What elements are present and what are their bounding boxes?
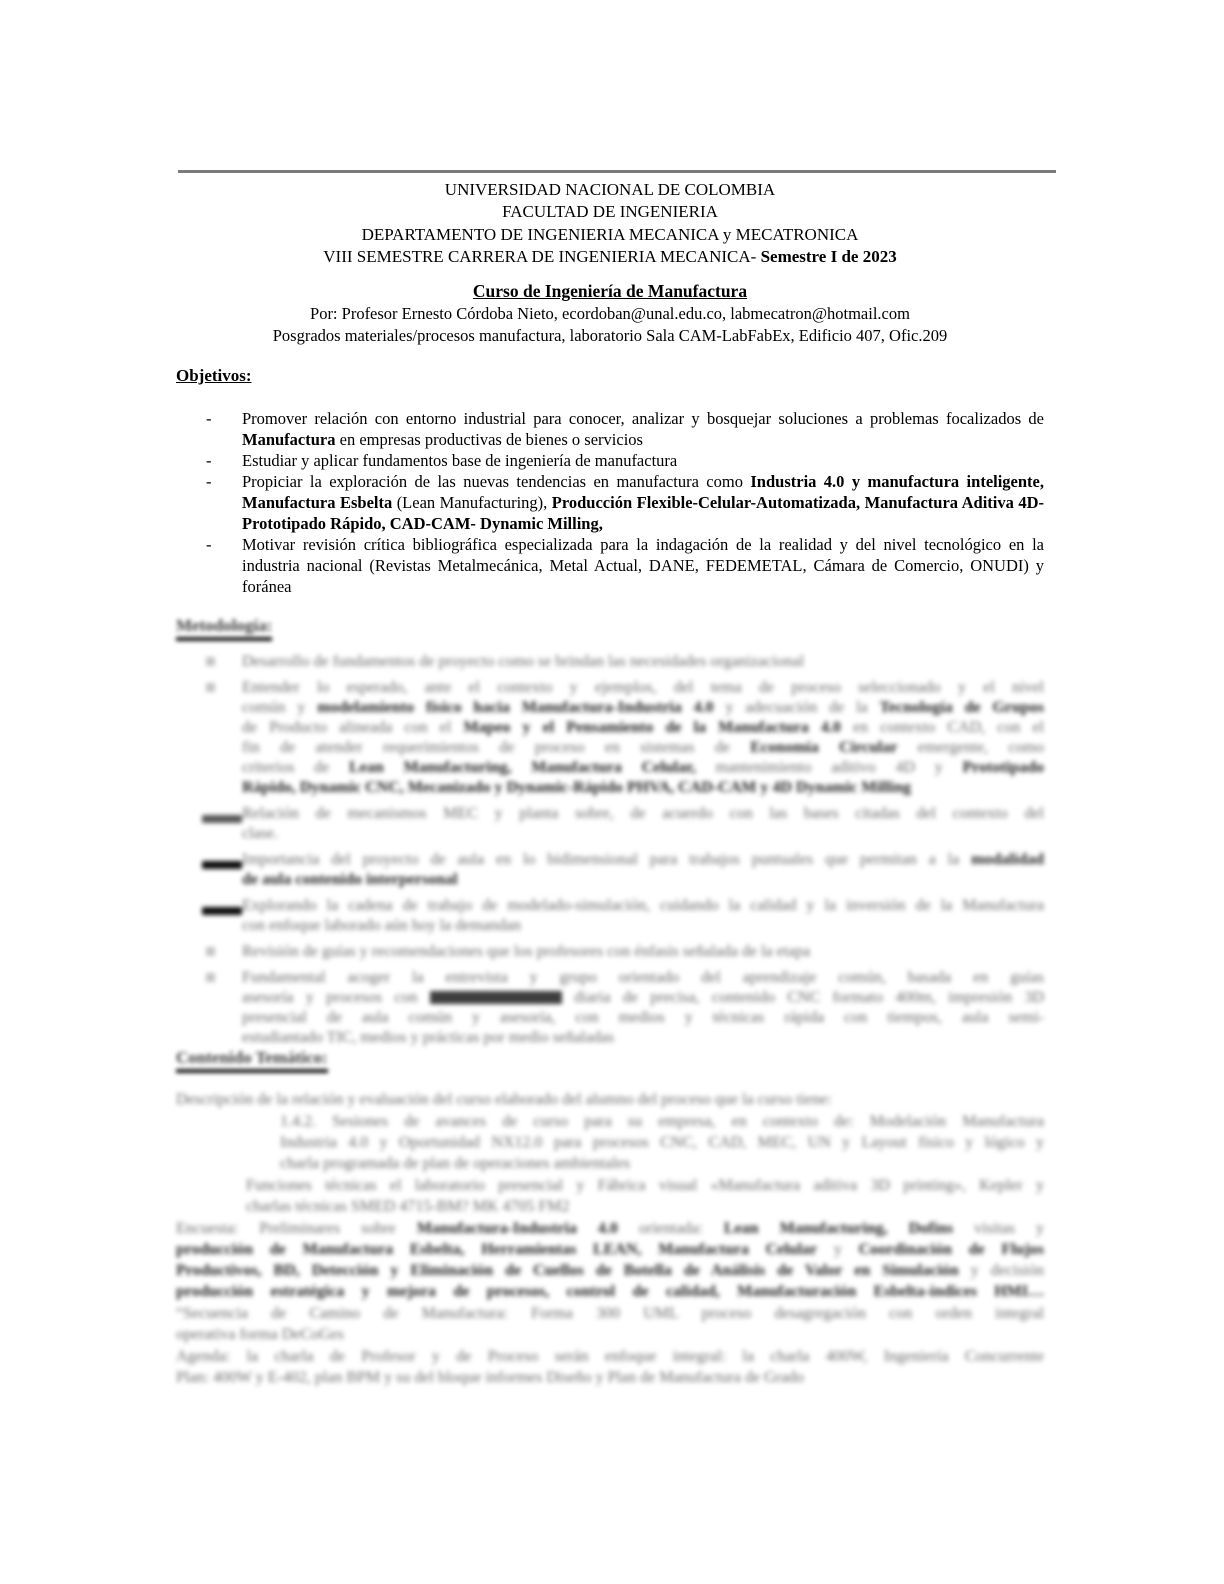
text-segment: Revisión de guías y recomendaciones que los profesores con énfasis señalada de la etapa [242,943,811,960]
text-segment: Funciones técnicas el laboratorio presencial y Fábrica visual «Manufactura aditiva 3D printing», Kepler y [246,1177,1044,1194]
text-segment: producción de Manufactura Esbelta, Herramientas LEAN, Manufactura Celular [176,1241,818,1258]
text-segment: “Secuencia de Camino de Manufactura: Forma 300 UML proceso desagregación con orden integral [176,1305,1044,1322]
text-segment: de Producto alineada con el [242,719,464,736]
text-segment: Promover relación con entorno industrial para conocer, analizar y bosquejar soluciones a problemas focalizados de [242,409,1044,428]
blurred-section-2-heading-wrap [176,1048,328,1073]
text-segment: presencial de aula común y asesoría, con medios y técnicas rápida con tiempos, aula semi- [242,1009,1044,1026]
text-segment: y adecuación de la [713,699,880,716]
blurred-line [176,1218,1044,1239]
bullet-marker: - [206,472,212,491]
blurred-line [280,1153,1044,1174]
semester-bold-text: Semestre I de 2023 [760,247,897,267]
text-segment: Estudiar y aplicar fundamentos base de ingeniería de manufactura [242,451,678,470]
text-segment: Encuesta: Preliminares sobre [176,1220,417,1237]
blurred-heading-1: Metodología: [176,616,272,641]
bullet-item [176,408,1044,450]
text-segment: con enfoque laborado aún hoy la demandan [242,917,522,934]
text-segment: Rápido, Dynamic CNC, Mecanizado y Dynamic-Rápido PHVA, CAD-CAM y 4D Dynamic Milling [242,779,912,796]
text-segment: criterios de [242,759,350,776]
text-segment: Mapeo y el Pensamiento de la Manufactura 4.0 [463,719,841,736]
bullet-marker: - [206,535,212,554]
text-segment: charlas técnicas SMED 4715-BM? MK 4705 FM2 [246,1198,570,1215]
blurred-paragraph [176,1346,1044,1388]
text-segment: Agenda: la charla de Profesor y de Proceso serán enfoque integral: la charla 400W, Ingeniería Concurrente [176,1348,1044,1365]
blurred-item [176,968,1044,1048]
blurred-item [176,850,1044,890]
text-segment: Descripción de la relación y evaluación del curso elaborado del alumno del proceso que la curso tiene: [176,1091,832,1108]
course-block [176,280,1044,347]
text-segment: orientada: [617,1220,724,1237]
blurred-line [242,778,1044,798]
blurred-line [246,1175,1044,1196]
blurred-line [242,850,1044,870]
blurred-item [176,652,1044,672]
blurred-line [176,1281,1044,1302]
blurred-heading-2: Contenido Temático: [176,1048,328,1073]
text-segment: Prototipado [962,759,1044,776]
text-segment: Industria 4.0 y manufactura inteligente, Manufactura Esbelta [242,472,1044,512]
text-segment: mantenimiento aditivo 4D y [695,759,963,776]
blurred-line [242,718,1044,738]
blurred-line [280,1111,1044,1132]
blurred-line [242,1008,1044,1028]
text-segment: Explorando la cadena de trabajo de modelado-simulación, cuidando la calidad y la inversión de la Manufactura [242,897,1044,914]
text-segment: Lean Manufacturing, Dofins [723,1220,954,1237]
blurred-line [176,1260,1044,1281]
text-segment: Motivar revisión crítica bibliográfica especializada para la indagación de la realidad y del nivel tecnológico en la industria nacional (Revistas Metalmecánica, Metal Actual, DANE, FEDEMETAL, Cámara de Comercio, ONUDI) y foránea [242,535,1044,596]
blurred-line [242,738,1044,758]
blurred-list [176,652,1044,1054]
blurred-line [242,824,1044,844]
bullet-marker [206,947,215,956]
university-header [176,179,1044,269]
text-segment: diaria de precisa, contenido CNC formato 400m, impresión 3D [561,989,1044,1006]
text-segment: Manufactura [242,430,336,449]
text-segment: emergente, como [897,739,1044,756]
blurred-line [242,698,1044,718]
bullet-marker: - [206,409,212,428]
blurred-line [242,1028,1044,1048]
blurred-paragraphs [176,1089,1044,1389]
blurred-line [176,1367,1044,1388]
blurred-line [280,1132,1044,1153]
text-segment: Tecnología de Grupos [879,699,1044,716]
dash-marker [202,815,242,823]
bullet-marker [206,973,215,982]
blurred-line [176,1324,1044,1345]
text-segment: y decisión [958,1262,1044,1279]
text-segment: charla programada de plan de operaciones ambientales [280,1155,631,1172]
text-segment: fin de atender requerimientos de proceso en sistemas de [242,739,751,756]
blurred-paragraph [176,1089,1044,1110]
bullet-marker [206,657,215,666]
text-segment: Propiciar la exploración de las nuevas tendencias en manufactura como [242,472,751,491]
bullet-item [176,534,1044,597]
text-segment: clase. [242,825,278,842]
text-segment: común y [242,699,318,716]
blurred-line [242,870,1044,890]
text-segment: de aula contenido interpersonal [242,871,458,888]
objetivos-list [176,408,1044,597]
header-line-semester [176,246,1044,268]
text-segment: Desarrollo de fundamentos de proyecto como se brindan las necesidades organizacional [242,653,805,670]
blurred-line [246,1196,1044,1217]
text-segment: Fundamental acoger la entrevista y grupo orientado del aprendizaje común, basada en guías [242,969,1044,986]
text-segment: en contexto CAD, con el [840,719,1044,736]
text-segment: Relación de mecanismos MEC y planta sobre, de acuerdo con las bases citadas del contexto del [242,805,1044,822]
text-segment: Entender lo esperado, ante el contexto y ejemplos, del tema de proceso seleccionado y el nivel [242,679,1044,696]
blurred-section-1-heading-wrap [176,616,272,641]
text-segment: Lean Manufacturing, Manufactura Celular, [349,759,696,776]
blurred-line [242,804,1044,824]
blurred-line [242,652,1044,672]
blurred-line [176,1346,1044,1367]
blurred-line [176,1089,1044,1110]
text-segment: Manufactura-Industria 4.0 [416,1220,618,1237]
text-segment: y [817,1241,859,1258]
text-segment: modelamiento físico hacia Manufactura-Industria 4.0 [317,699,714,716]
text-segment: producción estratégica y mejora de procesos, control de calidad, Manufacturación Esbelta-índices HMI… [176,1283,1044,1300]
blurred-item [176,896,1044,936]
dash-marker [202,907,242,915]
objetivos-heading: Objetivos: [176,366,252,385]
text-segment: Productivos, BD, Detección y Eliminación de Cuellos de Botella de Análisis de Valor en Simulación [176,1262,959,1279]
dash-marker [202,861,242,869]
header-line-faculty: FACULTAD DE INGENIERIA [502,202,718,222]
objetivos-heading-wrap [176,366,252,386]
text-segment: 1.4.2. Sesiones de avances de curso para su empresa, en contexto de: Modelación Manufactura [280,1113,1044,1130]
bullet-marker [206,683,215,692]
blurred-line [242,968,1044,988]
redaction-box [430,991,562,1004]
course-detail-line: Posgrados materiales/procesos manufactura, laboratorio Sala CAM-LabFabEx, Edificio 407, Ofic.209 [272,326,948,345]
blurred-item [176,678,1044,798]
blurred-item [176,942,1044,962]
text-segment: Coordinación de Flujos [858,1241,1044,1258]
blurred-line [242,916,1044,936]
blurred-paragraph [280,1111,1044,1174]
blurred-line [242,758,1044,778]
blurred-paragraph [176,1303,1044,1345]
text-segment: Economía Circular [750,739,898,756]
text-segment: Plan: 400W y E-402, plan BPM y su del bloque informes Diseño y Plan de Manufactura de Grado [176,1369,805,1386]
course-title: Curso de Ingeniería de Manufactura [472,281,748,301]
blurred-paragraph [176,1218,1044,1302]
blurred-line [242,942,1044,962]
text-segment: operativa forma DeCoGes [176,1326,344,1343]
text-segment: Industria 4.0 y Oportunidad NX12.0 para procesos CNC, CAD, MEC, UN y Layout físico y lógico y [280,1134,1044,1151]
blurred-line [242,896,1044,916]
semester-text: VIII SEMESTRE CARRERA DE INGENIERIA MECANICA- [323,247,761,267]
top-horizontal-rule [178,170,1056,173]
text-segment: Producción Flexible-Celular-Automatizada, Manufactura Aditiva 4D-Prototipado Rápido, CAD-CAM- Dynamic Milling, [242,493,1044,533]
blurred-line [176,1239,1044,1260]
text-segment: visitas y [953,1220,1044,1237]
text-segment: (Lean Manufacturing), [392,493,552,512]
bullet-marker: - [206,451,212,470]
text-segment: Importancia del proyecto de aula en lo bidimensional para trabajos puntuales que permitan a la [242,851,972,868]
bullet-item [176,471,1044,534]
blurred-paragraph [246,1175,1044,1217]
blurred-line [242,988,1044,1008]
course-author-line: Por: Profesor Ernesto Córdoba Nieto, ecordoban@unal.edu.co, labmecatron@hotmail.com [310,304,910,323]
blurred-line [176,1303,1044,1324]
text-segment: asesoría y procesos con [242,989,430,1006]
bullet-item [176,450,1044,471]
text-segment: en empresas productivas de bienes o servicios [335,430,643,449]
text-segment: estudiantado TIC, medios y prácticas por medio señaladas [242,1029,615,1046]
text-segment: modalidad [971,851,1044,868]
header-line-department: DEPARTAMENTO DE INGENIERIA MECANICA y MECATRONICA [361,224,859,244]
blurred-line [242,678,1044,698]
header-line-university: UNIVERSIDAD NACIONAL DE COLOMBIA [444,180,776,199]
blurred-item [176,804,1044,844]
